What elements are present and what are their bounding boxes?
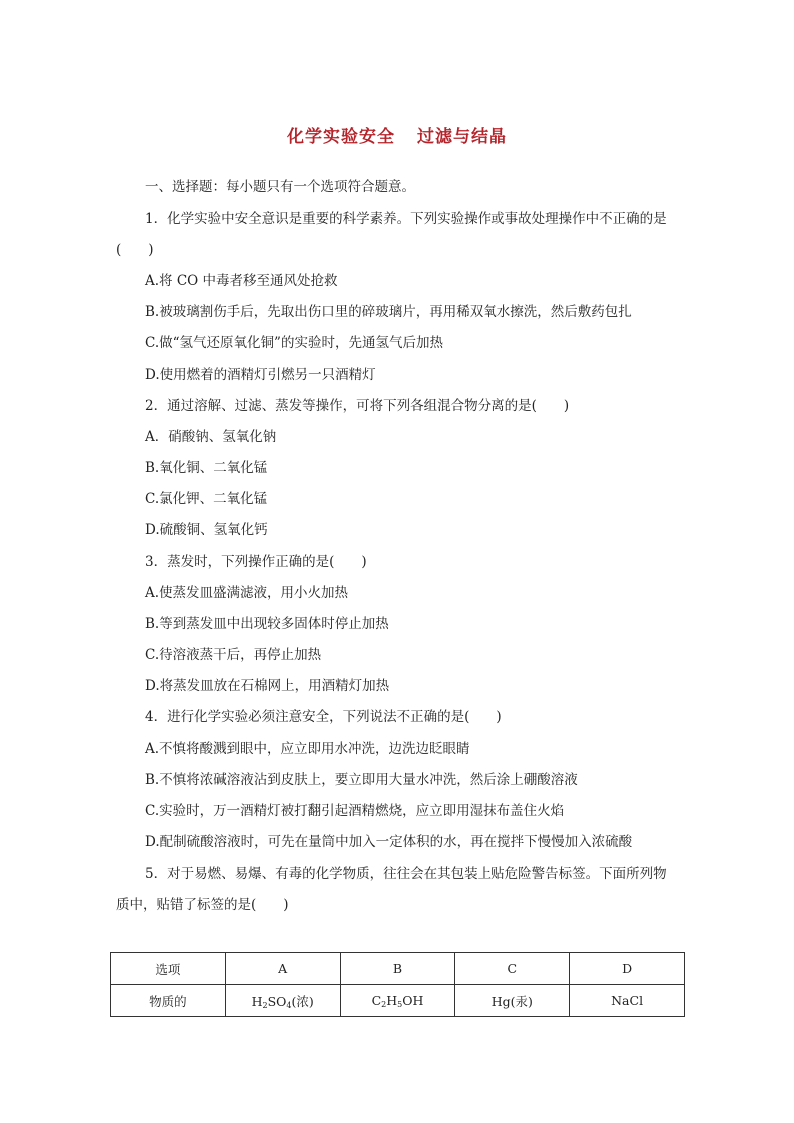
title-part-1: 化学实验安全	[287, 127, 395, 147]
question-4-option-a: A.不慎将酸溅到眼中，应立即用水冲洗，边洗边眨眼睛	[145, 741, 470, 757]
question-4: 4．进行化学实验必须注意安全，下列说法不正确的是( )	[145, 709, 502, 725]
formula-subscript: 4	[286, 1000, 292, 1010]
question-2-option-b: B.氧化铜、二氧化锰	[145, 460, 268, 476]
table-row	[111, 985, 685, 1017]
question-4-option-c: C.实验时，万一酒精灯被打翻引起酒精燃烧，应立即用湿抹布盖住火焰	[145, 803, 565, 819]
formula-subscript: 2	[262, 1000, 268, 1010]
question-2-option-d: D.硫酸铜、氢氧化钙	[145, 522, 268, 538]
question-1-option-a: A.将 CO 中毒者移至通风处抢救	[145, 273, 338, 289]
question-2: 2．通过溶解、过滤、蒸发等操作，可将下列各组混合物分离的是( )	[145, 398, 570, 414]
formula-part: C	[371, 992, 382, 1008]
question-1-option-c: C.做“氢气还原氧化铜”的实验时，先通氢气后加热	[145, 335, 443, 351]
formula-part: OH	[402, 992, 424, 1008]
question-3-option-a: A.使蒸发皿盛满滤液，用小火加热	[145, 585, 349, 601]
table-cell-c: Hg(汞)	[455, 985, 570, 1017]
table-header-cell: D	[570, 953, 685, 985]
table-header-cell: A	[225, 953, 340, 985]
question-3-option-b: B.等到蒸发皿中出现较多固体时停止加热	[145, 616, 389, 632]
question-1-bracket: ( )	[116, 242, 154, 258]
formula-part: H	[251, 993, 263, 1009]
options-table	[110, 952, 685, 1017]
question-1: 1．化学实验中安全意识是重要的科学素养。下列实验操作或事故处理操作中不正确的是	[145, 211, 667, 227]
table-cell-a	[225, 985, 340, 1017]
question-2-option-c: C.氯化钾、二氧化锰	[145, 491, 268, 507]
question-4-option-b: B.不慎将浓碱溶液沾到皮肤上，要立即用大量水冲洗，然后涂上硼酸溶液	[145, 772, 578, 788]
table-header-cell: 选项	[111, 953, 226, 985]
question-3-option-c: C.待溶液蒸干后，再停止加热	[145, 647, 322, 663]
title-part-2: 过滤与结晶	[417, 127, 507, 147]
table-header-cell: C	[455, 953, 570, 985]
section-heading: 一、选择题：每小题只有一个选项符合题意。	[145, 179, 415, 195]
question-5-continued: 质中，贴错了标签的是( )	[116, 897, 289, 913]
formula-part: (浓)	[291, 993, 314, 1009]
table-header-row	[111, 953, 685, 985]
table-cell-b	[340, 985, 455, 1017]
formula-part: SO	[267, 993, 287, 1009]
question-2-option-a: A．硝酸钠、氢氧化钠	[145, 429, 277, 445]
formula-subscript: 2	[381, 999, 387, 1009]
page-title	[0, 122, 794, 147]
question-3-option-d: D.将蒸发皿放在石棉网上，用酒精灯加热	[145, 678, 390, 694]
table-header-cell: B	[340, 953, 455, 985]
question-4-option-d: D.配制硫酸溶液时，可先在量筒中加入一定体积的水，再在搅拌下慢慢加入浓硫酸	[145, 834, 633, 850]
formula-part: H	[386, 992, 398, 1008]
table-row-label: 物质的	[111, 985, 226, 1017]
question-1-option-d: D.使用燃着的酒精灯引燃另一只酒精灯	[145, 367, 376, 383]
question-1-option-b: B.被玻璃割伤手后，先取出伤口里的碎玻璃片，再用稀双氧水擦洗，然后敷药包扎	[145, 304, 632, 320]
question-3: 3．蒸发时，下列操作正确的是( )	[145, 554, 367, 570]
question-5: 5．对于易燃、易爆、有毒的化学物质，往往会在其包装上贴危险警告标签。下面所列物	[145, 866, 667, 882]
table-cell-d: NaCl	[570, 985, 685, 1017]
formula-subscript: 5	[397, 999, 403, 1009]
